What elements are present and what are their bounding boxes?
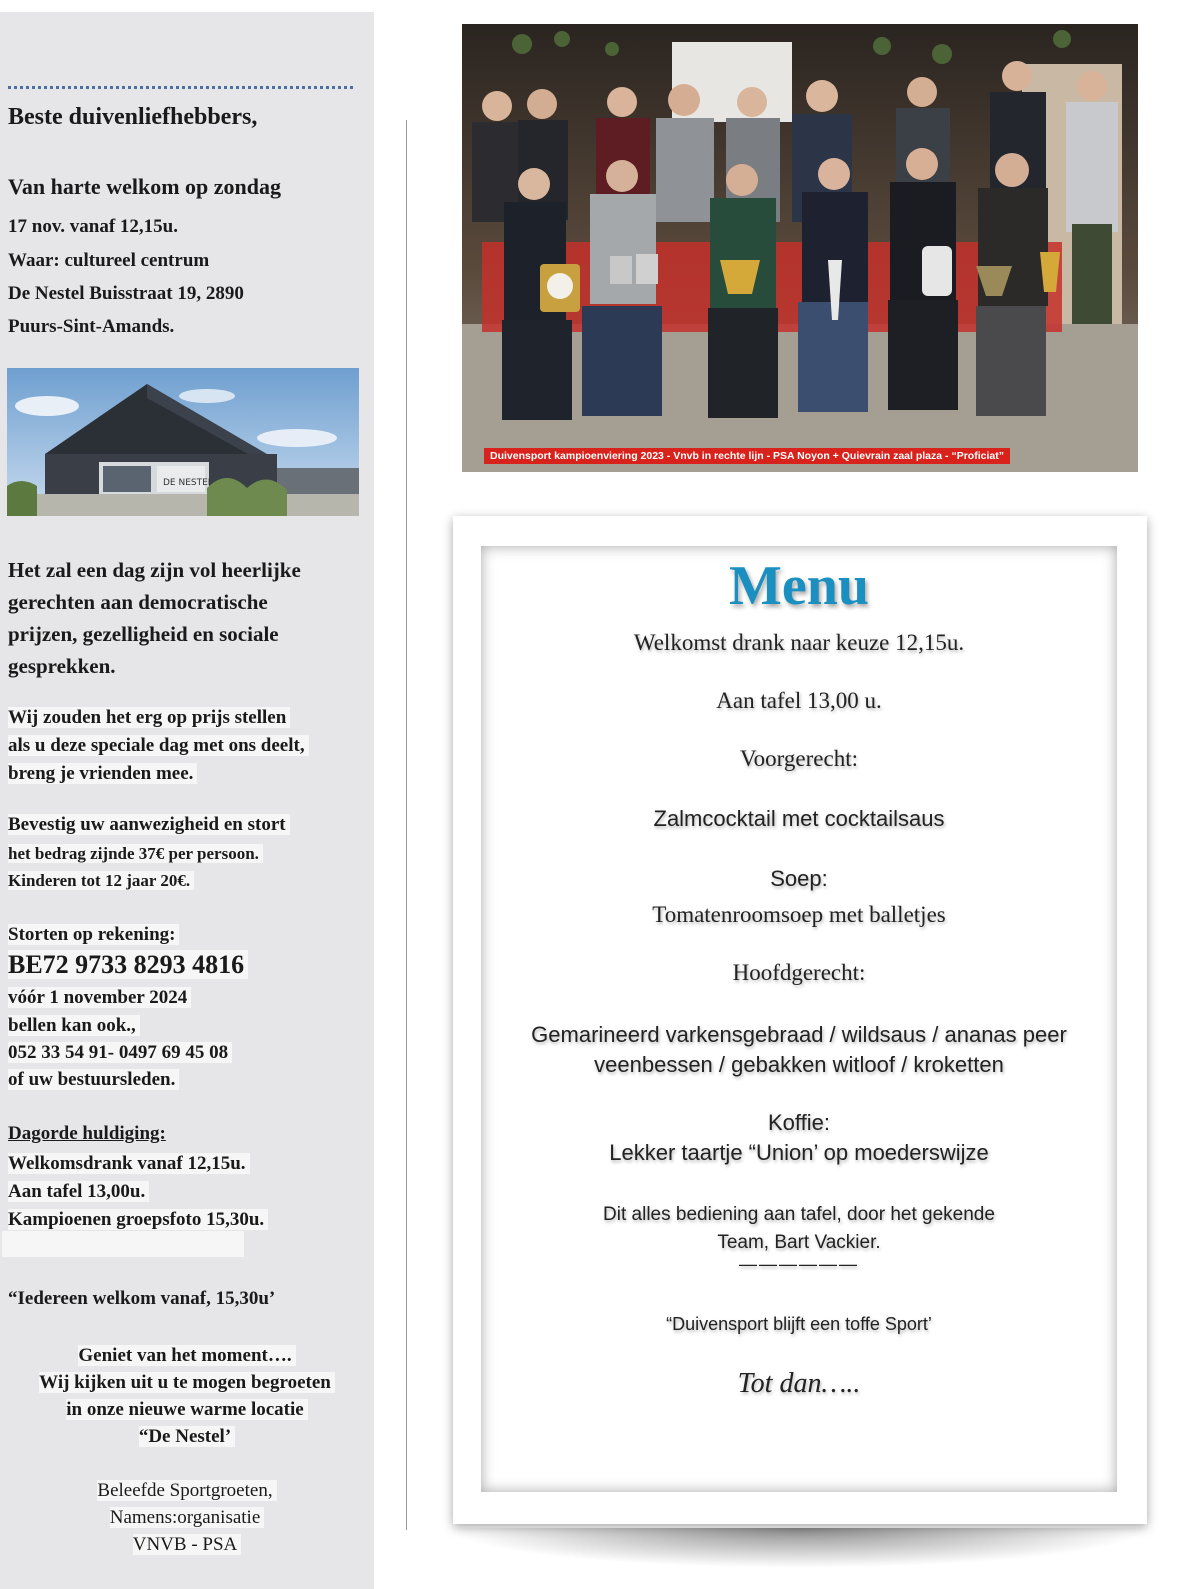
- highlight-bar: [2, 1231, 244, 1257]
- confirm-line: Bevestig uw aanwezigheid en stort: [8, 814, 290, 836]
- dotted-divider: [8, 86, 353, 89]
- service-line-2: Team, Bart Vackier.: [717, 1232, 881, 1253]
- building-sign: DE NESTEL: [163, 478, 213, 488]
- intro-paragraph: Het zal een dag zijn vol heerlijke gerechten aan democratische prijzen, gezelligheid en sociale gesprekken.: [8, 558, 301, 678]
- invitation-sidebar: [0, 12, 374, 1589]
- photo-caption: Duivensport kampioenviering 2023 - Vnvb in rechte lijn - PSA Noyon + Quievrain zaal plaza - “Proficiat”: [484, 448, 1010, 464]
- starter-label: Voorgerecht:: [740, 746, 858, 771]
- dash-separator: ——————: [739, 1254, 859, 1274]
- deadline-line: vóór 1 november 2024: [8, 987, 191, 1009]
- agenda-title: Dagorde huldiging:: [8, 1123, 166, 1144]
- board-line: of uw bestuursleden.: [8, 1069, 179, 1091]
- everyone-welcome: “Iedereen welkom vanaf, 15,30u’: [8, 1288, 276, 1309]
- where-line: Waar: cultureel centrum: [8, 250, 210, 271]
- vertical-divider: [406, 120, 407, 1530]
- farewell: Tot dan…..: [737, 1368, 861, 1399]
- iban-number: BE72 9733 8293 4816: [8, 950, 248, 980]
- agenda-list: Welkomsdrank vanaf 12,15u. Aan tafel 13,00u. Kampioenen groepsfoto 15,30u.: [8, 1150, 268, 1234]
- phone-numbers: 052 33 54 91- 0497 69 45 08: [8, 1042, 232, 1064]
- group-photo-illustration: [462, 24, 1138, 472]
- signature-block: Beleefde Sportgroeten, Namens:organisatie VNVB - PSA: [0, 1477, 374, 1558]
- kids-price-line: Kinderen tot 12 jaar 20€.: [8, 871, 194, 891]
- invite-paragraph: Wij zouden het erg op prijs stellen als u deze speciale dag met ons deelt, breng je vrienden mee.: [8, 704, 309, 788]
- soup-dish: Tomatenroomsoep met balletjes: [652, 902, 946, 927]
- amount-line: het bedrag zijnde 37€ per persoon.: [8, 844, 263, 864]
- town-line: Puurs-Sint-Amands.: [8, 316, 175, 337]
- address-line: De Nestel Buisstraat 19, 2890: [8, 283, 244, 304]
- greeting: Beste duivenliefhebbers,: [8, 104, 258, 130]
- service-line-1: Dit alles bediening aan tafel, door het gekende: [603, 1204, 995, 1225]
- welcome-drink: Welkomst drank naar keuze 12,15u.: [633, 630, 965, 655]
- closing-paragraph: Geniet van het moment…. Wij kijken uit u te mogen begroeten in onze nieuwe warme locatie “De Nestel’: [0, 1342, 374, 1450]
- account-label: Storten op rekening:: [8, 924, 179, 946]
- date-line: 17 nov. vanaf 12,15u.: [8, 216, 178, 237]
- menu-inner-frame: [481, 546, 1117, 1492]
- welcome-line: Van harte welkom op zondag: [8, 174, 281, 199]
- slogan: “Duivensport blijft een toffe Sport’: [666, 1314, 932, 1334]
- soup-label: Soep:: [770, 866, 828, 891]
- coffee-dessert: Lekker taartje “Union’ op moederswijze: [609, 1140, 989, 1165]
- starter-dish: Zalmcocktail met cocktailsaus: [653, 806, 945, 831]
- main-course-line-2: veenbessen / gebakken witloof / kroketten: [594, 1052, 1004, 1077]
- phone-intro: bellen kan ook.,: [8, 1015, 140, 1037]
- building-photo: [7, 368, 359, 516]
- table-time: Aan tafel 13,00 u.: [716, 688, 882, 713]
- main-course-label: Hoofdgerecht:: [732, 960, 866, 985]
- menu-card-shadow: [445, 1528, 1153, 1568]
- main-course-line-1: Gemarineerd varkensgebraad / wildsaus / ananas peer: [531, 1022, 1067, 1047]
- coffee-label: Koffie:: [768, 1110, 830, 1135]
- menu-card: [453, 516, 1147, 1524]
- champions-group-photo: [462, 24, 1138, 472]
- menu-title: Menu: [729, 555, 869, 617]
